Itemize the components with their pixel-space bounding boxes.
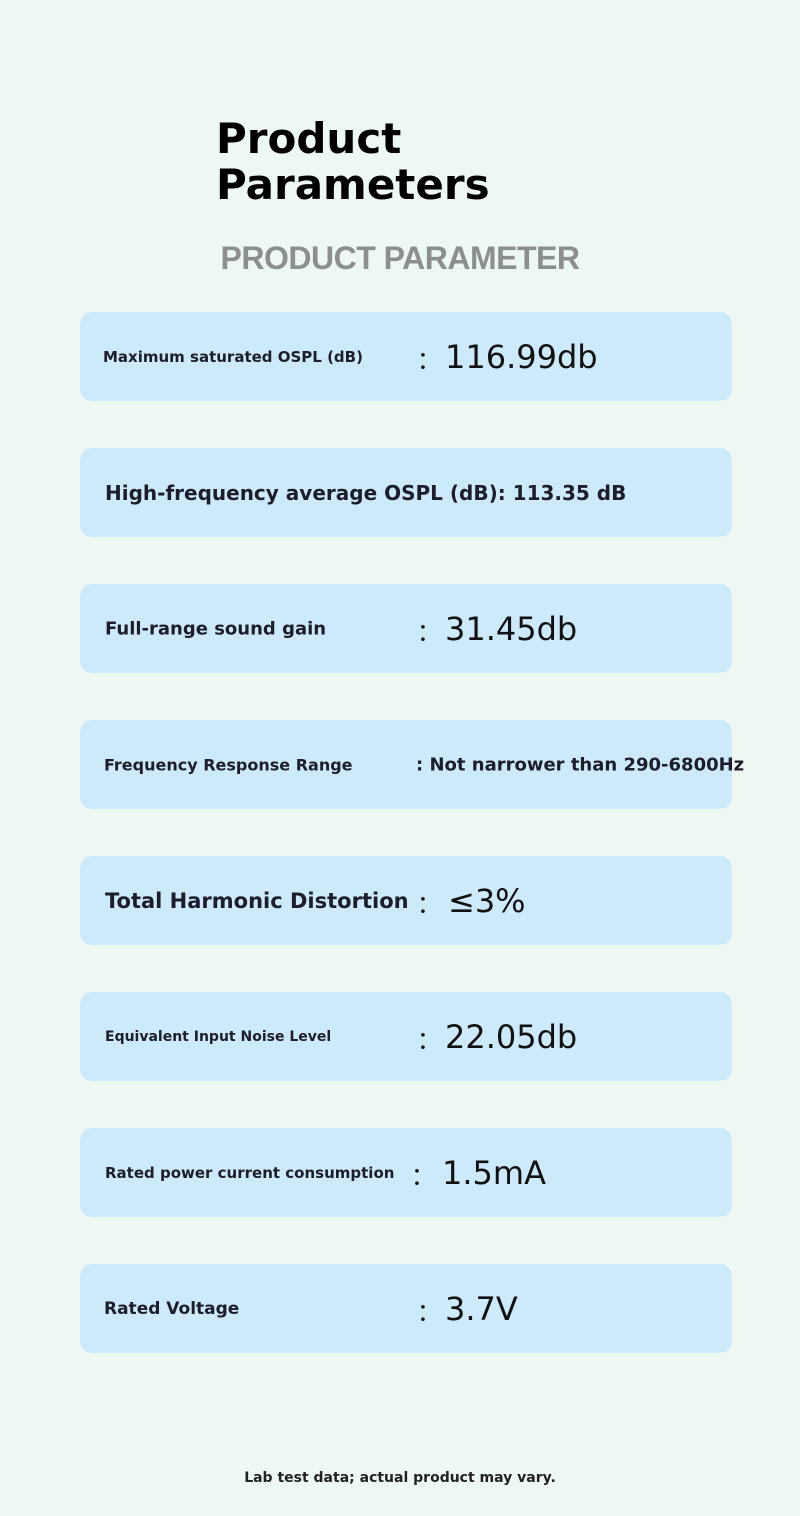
param-label: Full-range sound gain: [105, 618, 327, 639]
parameter-list: [80, 312, 745, 1353]
param-row-rated-voltage: [80, 1264, 732, 1353]
param-value: 31.45db: [445, 609, 578, 648]
page-subtitle: PRODUCT PARAMETER: [220, 240, 580, 276]
page-title: Product Parameters: [216, 114, 490, 209]
param-separator: ：: [410, 1158, 440, 1194]
param-separator: ：: [416, 342, 446, 378]
param-label: Rated power current consumption: [105, 1163, 395, 1182]
param-label: Rated Voltage: [104, 1298, 240, 1319]
param-label: Frequency Response Range: [104, 755, 353, 774]
param-row-current-consumption: [80, 1128, 732, 1217]
param-label: Total Harmonic Distortion: [105, 888, 409, 913]
param-value: 116.99db: [445, 337, 598, 376]
param-row-sound-gain: [80, 584, 732, 673]
param-value: : Not narrower than 290-6800Hz: [416, 754, 745, 775]
param-value: ≤3%: [448, 881, 526, 920]
param-value: 1.5mA: [442, 1153, 546, 1192]
param-separator: ：: [416, 1022, 446, 1058]
param-value: 22.05db: [445, 1017, 578, 1056]
param-row-thd: [80, 856, 732, 945]
param-separator: ：: [416, 1294, 446, 1330]
param-label: Maximum saturated OSPL (dB): [103, 347, 363, 366]
param-row-hf-ospl: [80, 448, 732, 537]
param-value: 3.7V: [445, 1289, 518, 1328]
param-separator: ：: [416, 614, 446, 650]
param-label: Equivalent Input Noise Level: [105, 1028, 332, 1045]
param-row-max-ospl: [80, 312, 732, 401]
disclaimer-note: Lab test data; actual product may vary.: [244, 1470, 556, 1486]
param-row-input-noise: [80, 992, 732, 1081]
param-text: High-frequency average OSPL (dB): 113.35 dB: [105, 480, 627, 505]
param-row-frequency-range: [80, 720, 745, 809]
param-separator: ：: [416, 886, 446, 922]
